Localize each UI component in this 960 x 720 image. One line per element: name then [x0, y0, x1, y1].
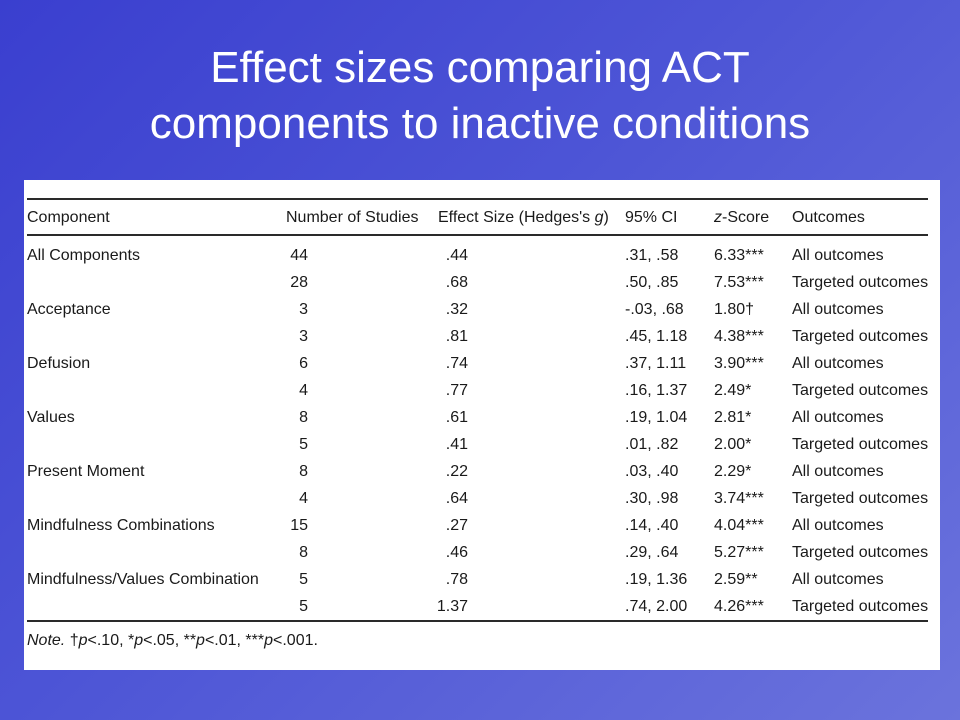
cell-component: Mindfulness/Values Combination [27, 571, 259, 588]
note-p-italic: p [196, 632, 205, 649]
note-p-italic: p [134, 632, 144, 649]
header-effect-size [438, 208, 609, 228]
cell-z-score: 3.90*** [714, 355, 764, 372]
cell-number-of-studies: 8 [299, 544, 308, 561]
cell-number-of-studies: 8 [299, 463, 308, 480]
cell-effect-size: .22 [445, 463, 468, 480]
table-note [27, 632, 318, 650]
cell-outcomes: Targeted outcomes [792, 328, 929, 345]
cell-outcomes: All outcomes [792, 571, 884, 588]
cell-effect-size: .61 [445, 409, 468, 426]
cell-number-of-studies: 4 [299, 382, 308, 399]
cell-95-ci: -.03, .68 [625, 301, 684, 318]
cell-number-of-studies: 4 [299, 490, 308, 507]
cell-outcomes: Targeted outcomes [792, 382, 929, 399]
cell-effect-size: .32 [445, 301, 468, 318]
note-text: <.10, * [87, 632, 135, 649]
cell-z-score: 3.74*** [714, 490, 764, 507]
cell-95-ci: .37, 1.11 [625, 355, 687, 372]
cell-number-of-studies: 44 [290, 247, 308, 264]
cell-z-score: 1.80† [714, 301, 755, 318]
cell-z-score: 4.26*** [714, 598, 764, 615]
table-bottom-rule [27, 620, 928, 622]
cell-outcomes: Targeted outcomes [792, 274, 929, 291]
cell-effect-size: .78 [445, 571, 468, 588]
cell-z-score: 6.33*** [714, 247, 764, 264]
slide-title [0, 40, 960, 152]
note-p-italic: p [78, 632, 88, 649]
cell-component: Defusion [27, 355, 91, 372]
cell-outcomes: All outcomes [792, 301, 884, 318]
cell-z-score: 2.29* [714, 463, 752, 480]
cell-effect-size: .77 [445, 382, 468, 399]
cell-z-score: 7.53*** [714, 274, 764, 291]
cell-95-ci: .45, 1.18 [625, 328, 688, 345]
cell-effect-size: .44 [445, 247, 468, 264]
cell-z-score: 2.81* [714, 409, 752, 426]
cell-effect-size: .68 [445, 274, 468, 291]
cell-95-ci: .16, 1.37 [625, 382, 688, 399]
cell-z-score: 2.49* [714, 382, 752, 399]
header-component: Component [27, 209, 110, 226]
cell-z-score: 2.00* [714, 436, 752, 453]
note-p-italic: p [264, 632, 274, 649]
note-text: <.01, *** [204, 632, 265, 649]
cell-95-ci: .31, .58 [625, 247, 679, 264]
cell-outcomes: Targeted outcomes [792, 598, 929, 615]
cell-95-ci: .03, .40 [625, 463, 679, 480]
cell-effect-size: .41 [445, 436, 468, 453]
cell-outcomes: Targeted outcomes [792, 490, 929, 507]
cell-95-ci: .19, 1.04 [625, 409, 688, 426]
cell-component: Acceptance [27, 301, 111, 318]
note-label: Note. [27, 632, 66, 649]
header-z-italic: z [714, 209, 722, 226]
cell-outcomes: Targeted outcomes [792, 436, 929, 453]
results-table [24, 180, 940, 670]
cell-number-of-studies: 15 [290, 517, 308, 534]
cell-95-ci: .19, 1.36 [625, 571, 688, 588]
note-text: <.001. [273, 632, 318, 649]
cell-number-of-studies: 6 [299, 355, 308, 372]
cell-number-of-studies: 28 [290, 274, 308, 291]
cell-z-score: 4.38*** [714, 328, 764, 345]
header-number-of-studies: Number of Studies [286, 209, 419, 226]
cell-outcomes: All outcomes [792, 355, 884, 372]
cell-effect-size: .64 [445, 490, 468, 507]
cell-number-of-studies: 3 [299, 328, 308, 345]
cell-95-ci: .30, .98 [625, 490, 679, 507]
table-top-rule [27, 198, 928, 200]
cell-z-score: 2.59** [714, 571, 758, 588]
header-effect-size-g: g [594, 209, 604, 226]
header-z-suffix: -Score [722, 209, 770, 226]
cell-z-score: 4.04*** [714, 517, 764, 534]
cell-effect-size: .74 [445, 355, 468, 372]
cell-95-ci: .29, .64 [625, 544, 679, 561]
header-effect-size-prefix: Effect Size (Hedges's [438, 209, 595, 226]
cell-effect-size: 1.37 [436, 598, 468, 615]
note-text: <.05, ** [143, 632, 197, 649]
cell-95-ci: .50, .85 [625, 274, 679, 291]
cell-outcomes: All outcomes [792, 409, 884, 426]
cell-number-of-studies: 5 [299, 598, 308, 615]
slide-title-line-2: components to inactive conditions [149, 99, 811, 148]
cell-outcomes: All outcomes [792, 247, 884, 264]
cell-component: All Components [27, 247, 140, 264]
cell-effect-size: .81 [445, 328, 468, 345]
table-header-rule [27, 234, 928, 236]
cell-effect-size: .46 [445, 544, 468, 561]
cell-component: Mindfulness Combinations [27, 517, 215, 534]
header-z-score [714, 208, 769, 228]
cell-number-of-studies: 5 [299, 571, 308, 588]
header-effect-size-suffix: ) [603, 209, 609, 226]
cell-outcomes: All outcomes [792, 517, 884, 534]
cell-95-ci: .14, .40 [625, 517, 679, 534]
cell-component: Present Moment [27, 463, 145, 480]
cell-component: Values [27, 409, 75, 426]
cell-number-of-studies: 5 [299, 436, 308, 453]
cell-effect-size: .27 [445, 517, 468, 534]
slide-title-line-1: Effect sizes comparing ACT [210, 43, 750, 92]
cell-number-of-studies: 8 [299, 409, 308, 426]
cell-95-ci: .01, .82 [625, 436, 679, 453]
cell-outcomes: Targeted outcomes [792, 544, 929, 561]
cell-number-of-studies: 3 [299, 301, 308, 318]
header-95-ci: 95% CI [625, 209, 678, 226]
header-outcomes: Outcomes [792, 209, 865, 226]
note-text: † [65, 632, 79, 649]
cell-95-ci: .74, 2.00 [625, 598, 688, 615]
cell-outcomes: All outcomes [792, 463, 884, 480]
cell-z-score: 5.27*** [714, 544, 764, 561]
